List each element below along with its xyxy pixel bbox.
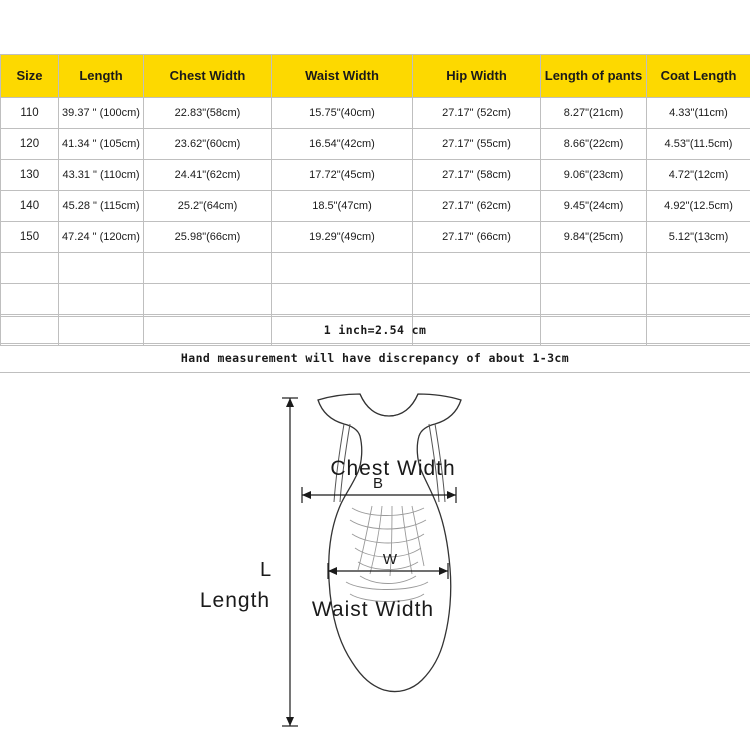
cell-length: 47.24 " (120cm) xyxy=(59,222,144,253)
cell-coat-length: 4.72"(12cm) xyxy=(647,160,750,191)
cell-length-of-pants xyxy=(541,284,647,315)
cell-length xyxy=(59,284,144,315)
cell-length: 45.28 " (115cm) xyxy=(59,191,144,222)
cell-hip-width xyxy=(413,253,541,284)
cell-coat-length: 4.53"(11.5cm) xyxy=(647,129,750,160)
cell-coat-length xyxy=(647,284,750,315)
length-label: Length xyxy=(199,589,271,612)
cell-length-of-pants xyxy=(541,253,647,284)
chest-width-label: Chest Width xyxy=(330,457,456,480)
table-row xyxy=(1,129,750,160)
cell-hip-width xyxy=(413,284,541,315)
notes-section xyxy=(0,316,750,373)
cell-chest-width: 24.41"(62cm) xyxy=(144,160,272,191)
cell-length-of-pants: 9.45"(24cm) xyxy=(541,191,647,222)
table-row xyxy=(1,160,750,191)
column-header-hip-width: Hip Width xyxy=(413,55,541,98)
cell-waist-width: 16.54"(42cm) xyxy=(272,129,413,160)
note-measurement-disclaimer: Hand measurement will have discrepancy of about 1-3cm xyxy=(0,343,750,373)
column-header-waist-width: Waist Width xyxy=(272,55,413,98)
cell-length-of-pants: 9.06"(23cm) xyxy=(541,160,647,191)
column-header-size: Size xyxy=(1,55,59,98)
cell-length: 41.34 " (105cm) xyxy=(59,129,144,160)
length-dimension-line xyxy=(282,398,298,726)
cell-length: 39.37 " (100cm) xyxy=(59,98,144,129)
cell-coat-length: 4.33"(11cm) xyxy=(647,98,750,129)
column-header-chest-width: Chest Width xyxy=(144,55,272,98)
cell-chest-width xyxy=(144,284,272,315)
column-header-coat-length: Coat Length xyxy=(647,55,750,98)
waist-letter-label: W xyxy=(382,551,398,568)
cell-chest-width: 25.98"(66cm) xyxy=(144,222,272,253)
cell-chest-width xyxy=(144,253,272,284)
swimsuit-diagram xyxy=(0,378,750,750)
cell-waist-width: 17.72"(45cm) xyxy=(272,160,413,191)
cell-coat-length xyxy=(647,253,750,284)
size-table xyxy=(0,54,750,346)
cell-size: 130 xyxy=(1,160,59,191)
table-row xyxy=(1,253,750,284)
cell-coat-length: 5.12"(13cm) xyxy=(647,222,750,253)
cell-hip-width: 27.17" (58cm) xyxy=(413,160,541,191)
size-table-body xyxy=(1,98,750,346)
cell-size xyxy=(1,253,59,284)
cell-size: 120 xyxy=(1,129,59,160)
cell-length: 43.31 " (110cm) xyxy=(59,160,144,191)
size-table-head xyxy=(1,55,750,98)
waist-width-label: Waist Width xyxy=(311,598,435,621)
cell-waist-width xyxy=(272,253,413,284)
cell-chest-width: 25.2"(64cm) xyxy=(144,191,272,222)
cell-coat-length: 4.92"(12.5cm) xyxy=(647,191,750,222)
cell-hip-width: 27.17" (66cm) xyxy=(413,222,541,253)
table-row xyxy=(1,284,750,315)
cell-length xyxy=(59,253,144,284)
length-letter-label: L xyxy=(259,559,273,581)
cell-waist-width: 18.5"(47cm) xyxy=(272,191,413,222)
table-row xyxy=(1,98,750,129)
size-table-container xyxy=(0,54,750,346)
cell-hip-width: 27.17" (52cm) xyxy=(413,98,541,129)
cell-length-of-pants: 8.66"(22cm) xyxy=(541,129,647,160)
cell-size: 110 xyxy=(1,98,59,129)
column-header-length-of-pants: Length of pants xyxy=(541,55,647,98)
cell-waist-width: 19.29"(49cm) xyxy=(272,222,413,253)
cell-chest-width: 22.83"(58cm) xyxy=(144,98,272,129)
cell-waist-width xyxy=(272,284,413,315)
cell-hip-width: 27.17" (55cm) xyxy=(413,129,541,160)
chest-letter-label: B xyxy=(372,475,384,492)
cell-hip-width: 27.17" (62cm) xyxy=(413,191,541,222)
cell-length-of-pants: 8.27"(21cm) xyxy=(541,98,647,129)
cell-waist-width: 15.75"(40cm) xyxy=(272,98,413,129)
table-row xyxy=(1,191,750,222)
cell-size: 150 xyxy=(1,222,59,253)
swimsuit-illustration xyxy=(0,378,750,750)
cell-length-of-pants: 9.84"(25cm) xyxy=(541,222,647,253)
cell-size xyxy=(1,284,59,315)
cell-chest-width: 23.62"(60cm) xyxy=(144,129,272,160)
table-header-row xyxy=(1,55,750,98)
cell-size: 140 xyxy=(1,191,59,222)
column-header-length: Length xyxy=(59,55,144,98)
table-row xyxy=(1,222,750,253)
note-inch-conversion: 1 inch=2.54 cm xyxy=(0,316,750,343)
